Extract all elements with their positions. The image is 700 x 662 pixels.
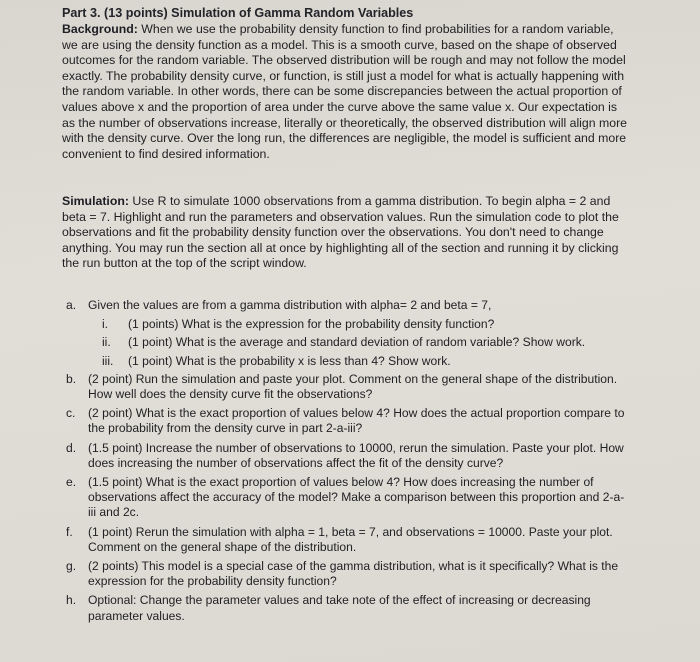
simulation-text: Use R to simulate 1000 observations from a gamma distribution. To begin alpha = 2 and beta = 7. Highlight and run the parameters and observation values. Run the simulation code to plot the observations and fit the probability density function over the observations. You don't need to change anything. You may run the section all at once by highlighting all of the section and running it by clicking the run button at the top of the script window.	[62, 194, 619, 271]
subquestion-item	[62, 335, 632, 350]
question-item-h	[62, 593, 632, 623]
question-item-e	[62, 475, 632, 521]
question-list	[62, 298, 632, 628]
page-title: Part 3. (13 points) Simulation of Gamma Random Variables	[62, 6, 414, 20]
item-text: (2 point) Run the simulation and paste your plot. Comment on the general shape of the distribution. How well does the density curve fit the observations?	[88, 371, 618, 402]
subquestion-item	[62, 317, 632, 332]
item-letter: b.	[66, 371, 77, 386]
background-label: Background:	[62, 22, 138, 36]
question-item-c	[62, 406, 632, 436]
item-text: (1.5 point) Increase the number of observations to 10000, rerun the simulation. Paste your plot. How does increasing the number of observations affect the fit of the density curve?	[88, 440, 624, 470]
item-letter: f.	[66, 524, 73, 539]
background-paragraph	[62, 22, 630, 162]
question-item-a	[62, 298, 632, 313]
subitem-text: (1 points) What is the expression for the probability density function?	[128, 317, 495, 332]
subitem-text: (1 point) What is the probability x is less than 4? Show work.	[128, 353, 451, 368]
item-text: (1.5 point) What is the exact proportion of values below 4? How does increasing the number of observations affect the accuracy of the model? Make a comparison between this proportion and 2-a-iii and 2c.	[88, 475, 625, 520]
subquestion-item	[62, 354, 632, 369]
item-text: (1 point) Rerun the simulation with alpha = 1, beta = 7, and observations = 10000. Paste your plot. Comment on the general shape of the distribution.	[88, 524, 613, 554]
item-letter: h.	[66, 593, 77, 608]
item-letter: d.	[66, 440, 77, 455]
subitem-numeral: i.	[102, 317, 109, 332]
item-text: (2 points) This model is a special case of the gamma distribution, what is it specifically? What is the expression for the probability density function?	[88, 559, 619, 589]
subitem-numeral: iii.	[102, 353, 114, 368]
item-text: Given the values are from a gamma distribution with alpha= 2 and beta = 7,	[88, 298, 492, 312]
item-letter: g.	[66, 559, 77, 574]
simulation-label: Simulation:	[62, 194, 129, 208]
question-item-f	[62, 525, 632, 555]
item-text: (2 point) What is the exact proportion of values below 4? How does the actual proportion compare to the probability from the density curve in part 2-a-iii?	[88, 406, 625, 436]
background-text: When we use the probability density function to find probabilities for a random variable, we are using the density function as a model. This is a smooth curve, based on the shape of observed outcomes for the random variable. The observed distribution will be rough and may not follow the model exactly. The probability density curve, or function, is still just a model for what is actually happening with the random variable. In other words, there can be some discrepancies between the actual proportion of values above x and the proportion of area under the curve above the same value x. Our expectation is as the number of observations increase, literally or theoretically, the observed distribution will align more with the density curve. Over the long run, the differences are negligible, the model is sufficient and more convenient to find desired information.	[62, 22, 628, 161]
subquestion-list	[62, 317, 632, 369]
subitem-numeral: ii.	[102, 335, 111, 350]
subitem-text: (1 point) What is the average and standard deviation of random variable? Show work.	[128, 335, 586, 350]
item-letter: e.	[66, 475, 77, 490]
item-text: Optional: Change the parameter values and take note of the effect of increasing or decreasing parameter values.	[88, 593, 591, 623]
item-letter: c.	[66, 406, 76, 421]
question-item-d	[62, 441, 632, 471]
question-item-g	[62, 559, 632, 589]
question-item-b	[62, 372, 632, 402]
item-letter: a.	[66, 298, 77, 312]
simulation-paragraph	[62, 194, 630, 272]
